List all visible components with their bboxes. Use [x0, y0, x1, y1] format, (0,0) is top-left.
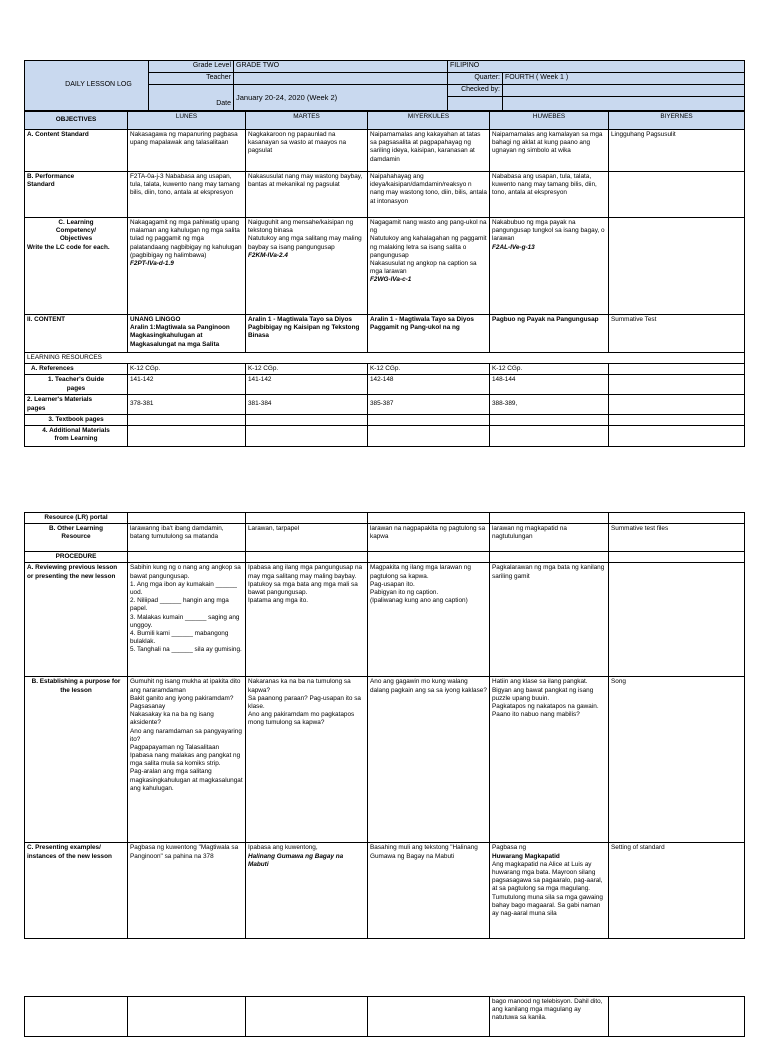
purpose-row — [25, 677, 745, 843]
procedure-row — [25, 552, 745, 563]
additional-materials-label: 4. Additional Materials from Learning — [25, 425, 128, 446]
quarter-value: FOURTH ( Week 1 ) — [503, 72, 745, 84]
cell: K-12 CGp. — [368, 364, 490, 375]
content-standard-label: A. Content Standard — [25, 130, 128, 172]
log-title: DAILY LESSON LOG — [65, 80, 132, 88]
cell: K-12 CGp. — [128, 364, 246, 375]
quarter-label: Quarter: — [448, 72, 503, 84]
cell: Lingguhang Pagsusulit — [609, 130, 745, 172]
day-friday: BIYERNES — [609, 112, 745, 130]
cell: K-12 CGp. — [246, 364, 368, 375]
cell — [368, 414, 490, 425]
cell: larawanng iba't ibang damdamin, batang tumutulong sa matanda — [128, 524, 246, 552]
day-monday: LUNES — [128, 112, 246, 130]
cell: Nakasagawa ng mapanuring pagbasa upang mapalawak ang talasalitaan — [128, 130, 246, 172]
day-thursday: HUWEBES — [490, 112, 609, 130]
cell — [128, 425, 246, 446]
lc-code: F2AL-IVe-g-13 — [492, 243, 535, 251]
checked-by-label: Checked by: — [448, 84, 503, 96]
cell: F2TA-0a-j-3 Nababasa ang usapan, tula, talata, kuwento nang may tamang bilis, diin, tono, antala at ekspresyon — [128, 172, 246, 218]
cell: Ano ang gagawin mo kung walang dalang pagkain ang sa sa iyong kaklase? — [368, 677, 490, 843]
presenting-label: C. Presenting examples/ instances of the new lesson — [25, 843, 128, 939]
references-label: A. References — [25, 364, 128, 375]
competency-note: Write the LC code for each. — [27, 243, 110, 251]
cell: Naiguguhit ang mensahe/kaisipan ng tekstong binasa Natutukoy ang mga salitang may maling baybay sa isang pangungusap F2KM-IVa-2.4 — [246, 218, 368, 315]
cell: Naipamamalas ang kakayahan at tatas sa pagsasalita at pagpapahayag ng sariling ideya, kaisipan, karanasan at damdamin — [368, 130, 490, 172]
content-standard-row — [25, 130, 745, 172]
cell — [609, 414, 745, 425]
cell: Gumuhit ng isang mukha at ipakita dito ang nararamdaman Bakit ganito ang iyong pakiramdam? Pagsasanay Nakasakay ka na ba ng isang aksidente? Ano ang naramdaman sa pangyayaring ito? Pagpapayaman ng Talasalitaan Ipabasa nang malakas ang pangkat ng mga salita mula sa komiks strip. Pag-aralan ang mga salitang magkasingkahulugan at magkasalungat ang kahulugan. — [128, 677, 246, 843]
cell — [609, 364, 745, 375]
cell: larawan ng magkapatid na nagtutulungan — [490, 524, 609, 552]
lesson-table-page1 — [24, 111, 745, 447]
cell: 141-142 — [128, 375, 246, 395]
cell: bago manood ng telebisyon. Dahil dito, ang kanilang mga magulang ay natutuwa sa kanila. — [490, 997, 609, 1037]
cell: 148-144 — [490, 375, 609, 395]
cell — [368, 425, 490, 446]
objectives-header: OBJECTIVES — [25, 112, 128, 130]
header-table — [24, 60, 745, 111]
cell: Summative test files — [609, 524, 745, 552]
cell: Sabihin kung ng o nang ang angkop sa bawat pangungusap. 1. Ang mga ibon ay kumakain ______ uod. 2. Niliipad ______ hangin ang mga papel. 3. Malakas kumain ______ saging ang unggoy. 4. Bumili kami ______ mabangong bulaklak. 5. Tanghali na ______ sila ay gumising. — [128, 563, 246, 677]
cell — [609, 218, 745, 315]
cell — [609, 395, 745, 414]
days-header-row — [25, 112, 745, 130]
reviewing-row — [25, 563, 745, 677]
date-label: Date — [149, 84, 234, 110]
resources-label: LEARNING RESOURCES — [25, 353, 745, 364]
cell: Basahing muli ang tekstong "Halinang Gumawa ng Bagay na Mabuti — [368, 843, 490, 939]
checked-by-value — [503, 84, 745, 96]
additional-materials-row — [25, 425, 745, 446]
cell: Nagagamit nang wasto ang pang-ukol na ng Natutukoy ang kahalagahan ng paggamit ng malaking letra sa isang salita o pangungusap Nakasusulat ng angkop na caption sa mga larawan F2WG-IVa-c-1 — [368, 218, 490, 315]
cell: 378-381 — [128, 395, 246, 414]
purpose-label: B. Establishing a purpose for the lesson — [25, 677, 128, 843]
cell: K-12 CGp. — [490, 364, 609, 375]
lesson-table-page3 — [24, 996, 745, 1037]
competency-label: C. Learning Competency/ Objectives — [55, 219, 97, 243]
lc-code: F2KM-IVa-2.4 — [248, 251, 288, 259]
textbook-label: 3. Textbook pages — [25, 414, 128, 425]
performance-standard-row — [25, 172, 745, 218]
continuation-row — [25, 997, 745, 1037]
lesson-table-page2 — [24, 512, 745, 939]
cell: Naipahahayag ang ideya/kaisipan/damdamin/reaksyo n nang may wastong tono, diin, bilis, antala at intonasyon — [368, 172, 490, 218]
cell: Setting of standard — [609, 843, 745, 939]
cell: Nakaranas ka na ba na tumulong sa kapwa? Sa paanong paraan? Pag-usapan ito sa klase. Ano ang pakiramdam mo pagkatapos mong tumulong sa kapwa? — [246, 677, 368, 843]
cell: UNANG LINGGO Aralin 1:Magtiwala sa Panginoon Magkasingkahulugan at Magkasalungat na mga Salita — [128, 315, 246, 353]
cell: Larawan, tarpapel — [246, 524, 368, 552]
performance-standard-label: B. Performance Standard — [25, 172, 128, 218]
competency-row — [25, 218, 745, 315]
content-label: II. CONTENT — [25, 315, 128, 353]
cell — [246, 425, 368, 446]
cell: Nababasa ang usapan, tula, talata, kuwento nang may tamang bilis, diin, tono, antala at ekspresyon — [490, 172, 609, 218]
resources-row — [25, 353, 745, 364]
teacher-label: Teacher — [149, 72, 234, 84]
learners-materials-label: 2. Learner's Materials pages — [25, 395, 128, 414]
cell — [490, 414, 609, 425]
cell: Nakasusulat nang may wastong baybay, bantas at mekanikal ng pagsulat — [246, 172, 368, 218]
reviewing-label: A. Reviewing previous lesson or presenting the new lesson — [25, 563, 128, 677]
cell — [609, 563, 745, 677]
cell: Pagbasa ng kuwentong "Magtiwala sa Panginoon" sa pahina na 378 — [128, 843, 246, 939]
story-title: Huwarang Magkapatid — [492, 852, 560, 860]
textbook-row — [25, 414, 745, 425]
cell: Nakabubuo ng mga payak na pangungusap tungkol sa isang bagay, o larawan F2AL-IVe-g-13 — [490, 218, 609, 315]
cell — [246, 414, 368, 425]
portal-row — [25, 513, 745, 524]
cell — [490, 425, 609, 446]
cell: larawan na nagpapakita ng pagtulong sa kapwa — [368, 524, 490, 552]
learners-materials-row — [25, 395, 745, 414]
cell: Pagbasa ng Huwarang Magkapatid Ang magkapatid na Alice at Luis ay huwarang mga bata. Mayroon silang pagsasagawa sa pagaaralo, pag-aaral, at sa pagtulong sa mga magulang. Tumutulong muna sila sa mga gawaing bahay bago magaaral. Sa gabi naman ay nag-aaral muna sila — [490, 843, 609, 939]
cell: Nakagagamit ng mga pahiwatig upang malaman ang kahulugan ng mga salita tulad ng paggamit ng mga palatandaang nagbibigay ng kahulugan (pagbibigay ng halimbawa) F2PT-IVa-d-1.9 — [128, 218, 246, 315]
grade-level-label: Grade Level — [149, 61, 234, 73]
cell: Aralin 1 - Magtiwala Tayo sa Diyos Paggamit ng Pang-ukol na ng — [368, 315, 490, 353]
other-resource-row — [25, 524, 745, 552]
cell: Pagbuo ng Payak na Pangungusap — [490, 315, 609, 353]
subject-value: FILIPINO — [448, 61, 745, 73]
cell: 388-389, — [490, 395, 609, 414]
cell — [128, 414, 246, 425]
teacher-value — [234, 72, 448, 84]
cell: 142-148 — [368, 375, 490, 395]
day-tuesday: MARTES — [246, 112, 368, 130]
lc-code: F2WG-IVa-c-1 — [370, 276, 412, 284]
other-resource-label: B. Other Learning Resource — [25, 524, 128, 552]
cell: Aralin 1 - Magtiwala Tayo sa Diyos Pagbibigay ng Kaisipan ng Tekstong Binasa — [246, 315, 368, 353]
procedure-label: PROCEDURE — [25, 552, 128, 563]
cell: Pagkalarawan ng mga bata ng kanilang sariling gamit — [490, 563, 609, 677]
cell: 141-142 — [246, 375, 368, 395]
date-value: January 20-24, 2020 (Week 2) — [234, 84, 448, 110]
presenting-row — [25, 843, 745, 939]
cell: Song — [609, 677, 745, 843]
cell: Ipabasa ang ilang mga pangungusap na may mga salitang may maling baybay. Ipatukoy sa mga bata ang mga mali sa bawat pangungusap. Ipatama ang mga ito. — [246, 563, 368, 677]
log-title-cell — [25, 61, 149, 111]
cell — [609, 425, 745, 446]
cell: Hatiin ang klase sa ilang pangkat. Bigyan ang bawat pangkat ng isang puzzle upang buuin. Pagkatapos ng nakatapos na gawain. Paano ito nabuo nang mabilis? — [490, 677, 609, 843]
cell — [609, 375, 745, 395]
cell — [609, 172, 745, 218]
day-wednesday: MIYERKULES — [368, 112, 490, 130]
content-row — [25, 315, 745, 353]
grade-level-value: GRADE TWO — [234, 61, 448, 73]
lc-code: F2PT-IVa-d-1.9 — [130, 259, 174, 267]
cell: Magpakita ng ilang mga larawan ng pagtulong sa kapwa. Pag-usapan ito. Pabigyan ito ng caption. (Ipaliwanag kung ano ang caption) — [368, 563, 490, 677]
cell: Summative Test — [609, 315, 745, 353]
competency-label-cell — [25, 218, 128, 315]
references-row — [25, 364, 745, 375]
cell: Nagkakaroon ng papaunlad na kasanayan sa wasto at maayos na pagsulat — [246, 130, 368, 172]
cell: Ipabasa ang kuwentong, Halinang Gumawa ng Bagay na Mabuti — [246, 843, 368, 939]
cell: 385-387 — [368, 395, 490, 414]
teachers-guide-row — [25, 375, 745, 395]
teachers-guide-label: 1. Teacher's Guide pages — [25, 375, 128, 395]
cell: Naipamamalas ang kamalayan sa mga bahagi ng aklat at kung paano ang ugnayan ng simbolo at wika — [490, 130, 609, 172]
story-title: Halinang Gumawa ng Bagay na Mabuti — [248, 852, 344, 868]
portal-label: Resource (LR) portal — [25, 513, 128, 524]
cell: 381-384 — [246, 395, 368, 414]
